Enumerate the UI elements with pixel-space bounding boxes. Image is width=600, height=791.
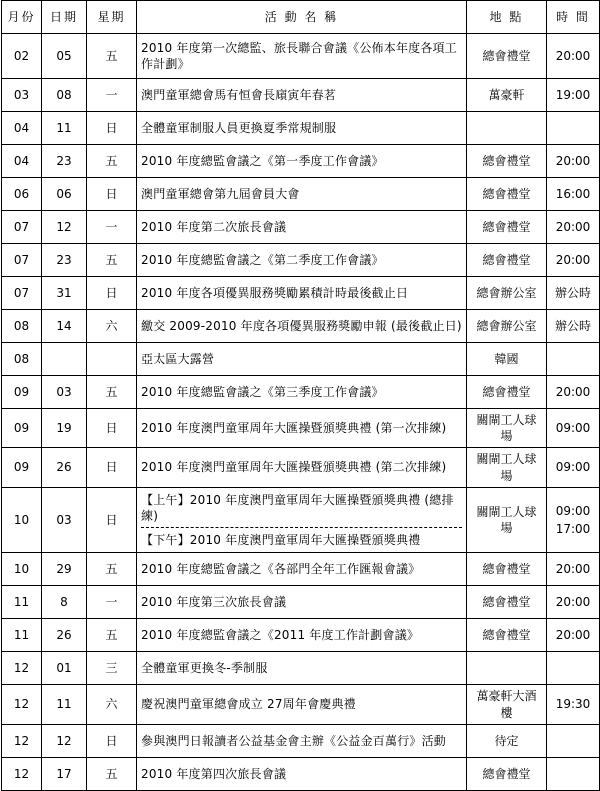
cell-activity: 2010 年度澳門童軍周年大匯操暨頒獎典禮 (第二次排練) <box>137 448 467 487</box>
cell-date: 11 <box>42 112 87 145</box>
cell-weekday: 日 <box>87 112 137 145</box>
cell-location: 總會禮堂 <box>467 553 547 586</box>
cell-time: 辦公時 <box>547 310 600 343</box>
cell-activity <box>137 487 467 553</box>
column-header-date: 日期 <box>42 1 87 34</box>
cell-date: 01 <box>42 652 87 685</box>
cell-time: 20:00 <box>547 244 600 277</box>
cell-date <box>42 343 87 376</box>
table-row <box>2 586 600 619</box>
cell-time <box>547 757 600 790</box>
cell-activity: 2010 年度總監會議之《第一季度工作會議》 <box>137 145 467 178</box>
cell-activity: 2010 年度第四次旅長會議 <box>137 757 467 790</box>
table-row <box>2 112 600 145</box>
cell-date: 06 <box>42 178 87 211</box>
cell-time: 20:00 <box>547 586 600 619</box>
cell-activity-afternoon: 【下午】2010 年度澳門童軍周年大匯操暨頒獎典禮 <box>141 533 421 548</box>
cell-activity: 澳門童軍總會第九屆會員大會 <box>137 178 467 211</box>
cell-weekday: 五 <box>87 34 137 79</box>
cell-location: 萬豪軒大酒樓 <box>467 685 547 724</box>
cell-time: 09:00 <box>547 409 600 448</box>
cell-activity: 慶祝澳門童軍總會成立 27周年會慶典禮 <box>137 685 467 724</box>
cell-date: 14 <box>42 310 87 343</box>
table-row <box>2 652 600 685</box>
cell-date: 31 <box>42 277 87 310</box>
cell-activity: 全體童軍更換冬-季制服 <box>137 652 467 685</box>
cell-time-morning: 09:00 <box>555 504 591 519</box>
table-row <box>2 619 600 652</box>
cell-month: 09 <box>2 376 42 409</box>
cell-location: 萬豪軒 <box>467 79 547 112</box>
table-row <box>2 448 600 487</box>
cell-time <box>547 487 600 553</box>
cell-weekday: 日 <box>87 724 137 757</box>
cell-location: 總會禮堂 <box>467 34 547 79</box>
cell-location: 總會禮堂 <box>467 145 547 178</box>
cell-location: 韓國 <box>467 343 547 376</box>
table-row <box>2 145 600 178</box>
cell-date: 12 <box>42 724 87 757</box>
cell-activity: 全體童軍制服人員更換夏季常規制服 <box>137 112 467 145</box>
cell-date: 19 <box>42 409 87 448</box>
table-body <box>2 34 600 791</box>
cell-location: 總會禮堂 <box>467 757 547 790</box>
cell-weekday: 一 <box>87 586 137 619</box>
table-row <box>2 277 600 310</box>
header-row <box>2 1 600 34</box>
cell-location: 總會辦公室 <box>467 310 547 343</box>
table-row <box>2 724 600 757</box>
cell-activity: 2010 年度各項優異服務獎勵累積計時最後截止日 <box>137 277 467 310</box>
cell-date: 26 <box>42 619 87 652</box>
cell-date: 08 <box>42 79 87 112</box>
cell-month: 12 <box>2 757 42 790</box>
cell-month: 04 <box>2 145 42 178</box>
cell-activity: 2010 年度總監會議之《2011 年度工作計劃會議》 <box>137 619 467 652</box>
cell-date: 23 <box>42 244 87 277</box>
cell-weekday: 五 <box>87 145 137 178</box>
column-header-activity: 活 動 名 稱 <box>137 1 467 34</box>
cell-weekday: 五 <box>87 553 137 586</box>
cell-time: 20:00 <box>547 145 600 178</box>
cell-weekday <box>87 343 137 376</box>
cell-date: 26 <box>42 448 87 487</box>
cell-month: 10 <box>2 553 42 586</box>
cell-weekday: 六 <box>87 310 137 343</box>
cell-location: 總會禮堂 <box>467 376 547 409</box>
cell-date: 05 <box>42 34 87 79</box>
table-row <box>2 553 600 586</box>
table-header <box>2 1 600 34</box>
cell-date: 17 <box>42 757 87 790</box>
column-header-weekday: 星期 <box>87 1 137 34</box>
table-row <box>2 79 600 112</box>
cell-activity: 2010 年度總監會議之《各部門全年工作匯報會議》 <box>137 553 467 586</box>
cell-date: 03 <box>42 487 87 553</box>
cell-month: 07 <box>2 244 42 277</box>
cell-weekday: 一 <box>87 211 137 244</box>
cell-time <box>547 652 600 685</box>
cell-activity: 2010 年度第三次旅長會議 <box>137 586 467 619</box>
cell-weekday: 三 <box>87 652 137 685</box>
cell-time <box>547 343 600 376</box>
table-row <box>2 409 600 448</box>
cell-location: 總會禮堂 <box>467 211 547 244</box>
cell-time <box>547 724 600 757</box>
cell-location: 關閘工人球場 <box>467 409 547 448</box>
cell-activity: 亞太區大露營 <box>137 343 467 376</box>
cell-time: 辦公時 <box>547 277 600 310</box>
cell-time: 20:00 <box>547 553 600 586</box>
cell-month: 11 <box>2 619 42 652</box>
cell-weekday: 日 <box>87 409 137 448</box>
cell-location: 總會辦公室 <box>467 277 547 310</box>
table-row <box>2 376 600 409</box>
cell-date: 12 <box>42 211 87 244</box>
cell-activity: 2010 年度第二次旅長會議 <box>137 211 467 244</box>
cell-month: 03 <box>2 79 42 112</box>
table-row <box>2 757 600 790</box>
cell-time: 19:30 <box>547 685 600 724</box>
schedule-document <box>1 0 599 791</box>
cell-activity: 2010 年度第一次總監、旅長聯合會議《公佈本年度各項工作計劃》 <box>137 34 467 79</box>
cell-date: 29 <box>42 553 87 586</box>
cell-month: 07 <box>2 211 42 244</box>
cell-activity-morning: 【上午】2010 年度澳門童軍周年大匯操暨頒獎典禮 (總排練) <box>141 491 462 528</box>
cell-location <box>467 112 547 145</box>
cell-location: 關閘工人球場 <box>467 487 547 553</box>
cell-weekday: 六 <box>87 685 137 724</box>
cell-date: 8 <box>42 586 87 619</box>
cell-month: 07 <box>2 277 42 310</box>
cell-location: 總會禮堂 <box>467 244 547 277</box>
cell-month: 12 <box>2 685 42 724</box>
cell-month: 06 <box>2 178 42 211</box>
cell-time <box>547 112 600 145</box>
cell-location: 待定 <box>467 724 547 757</box>
cell-location <box>467 652 547 685</box>
cell-activity: 2010 年度澳門童軍周年大匯操暨頒獎典禮 (第一次排練) <box>137 409 467 448</box>
column-header-location: 地 點 <box>467 1 547 34</box>
cell-time: 20:00 <box>547 211 600 244</box>
cell-weekday: 日 <box>87 487 137 553</box>
cell-activity: 參與澳門日報讀者公益基金會主辦《公益金百萬行》活動 <box>137 724 467 757</box>
cell-weekday: 日 <box>87 448 137 487</box>
table-row <box>2 34 600 79</box>
cell-month: 02 <box>2 34 42 79</box>
cell-weekday: 日 <box>87 277 137 310</box>
cell-location: 總會禮堂 <box>467 586 547 619</box>
table-row <box>2 487 600 553</box>
cell-time: 19:00 <box>547 79 600 112</box>
cell-time: 09:00 <box>547 448 600 487</box>
cell-date: 03 <box>42 376 87 409</box>
column-header-time: 時 間 <box>547 1 600 34</box>
cell-time: 20:00 <box>547 34 600 79</box>
cell-weekday: 一 <box>87 79 137 112</box>
cell-date: 23 <box>42 145 87 178</box>
cell-month: 11 <box>2 586 42 619</box>
cell-activity: 2010 年度總監會議之《第二季度工作會議》 <box>137 244 467 277</box>
cell-month: 04 <box>2 112 42 145</box>
cell-activity: 2010 年度總監會議之《第三季度工作會議》 <box>137 376 467 409</box>
cell-month: 08 <box>2 310 42 343</box>
cell-time: 20:00 <box>547 376 600 409</box>
cell-month: 09 <box>2 409 42 448</box>
cell-location: 總會禮堂 <box>467 619 547 652</box>
cell-time: 20:00 <box>547 619 600 652</box>
cell-activity: 澳門童軍總會馬有恒會長廎寅年春茗 <box>137 79 467 112</box>
table-row <box>2 685 600 724</box>
cell-date: 11 <box>42 685 87 724</box>
table-row <box>2 310 600 343</box>
table-row <box>2 178 600 211</box>
cell-time-afternoon: 17:00 <box>555 522 591 537</box>
cell-month: 08 <box>2 343 42 376</box>
cell-month: 12 <box>2 724 42 757</box>
table-row <box>2 211 600 244</box>
cell-month: 10 <box>2 487 42 553</box>
cell-month: 12 <box>2 652 42 685</box>
schedule-table <box>1 0 600 791</box>
table-row <box>2 343 600 376</box>
cell-activity: 繳交 2009-2010 年度各項優異服務獎勵申報 (最後截止日) <box>137 310 467 343</box>
cell-location: 總會禮堂 <box>467 178 547 211</box>
column-header-month: 月份 <box>2 1 42 34</box>
cell-weekday: 五 <box>87 376 137 409</box>
cell-time: 16:00 <box>547 178 600 211</box>
cell-month: 09 <box>2 448 42 487</box>
table-row <box>2 244 600 277</box>
cell-location: 關閘工人球場 <box>467 448 547 487</box>
cell-weekday: 五 <box>87 757 137 790</box>
cell-weekday: 五 <box>87 244 137 277</box>
cell-weekday: 日 <box>87 178 137 211</box>
cell-weekday: 五 <box>87 619 137 652</box>
